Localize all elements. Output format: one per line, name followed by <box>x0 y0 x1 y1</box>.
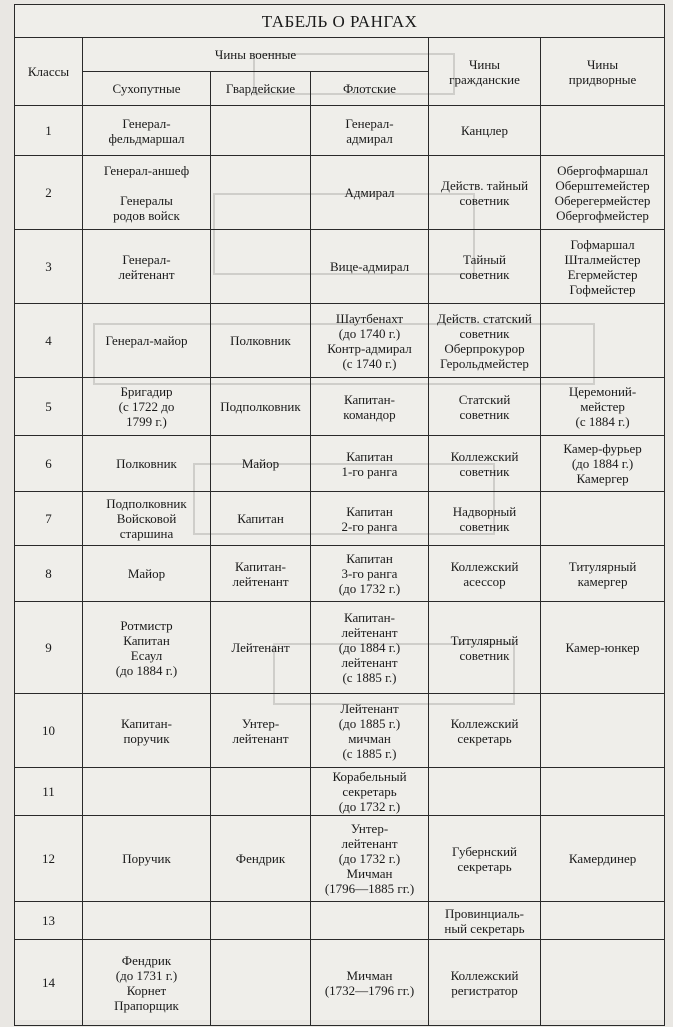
cell-court <box>541 902 665 940</box>
cell-cls: 1 <box>15 106 83 156</box>
cell-land: Майор <box>83 546 211 602</box>
cell-court: Камердинер <box>541 816 665 902</box>
header-civil: Чины гражданские <box>429 38 541 106</box>
cell-civil: Титулярный советник <box>429 602 541 694</box>
cell-guards: Лейтенант <box>211 602 311 694</box>
cell-navy: Капитан 3-го ранга (до 1732 г.) <box>311 546 429 602</box>
cell-navy: Капитан 1-го ранга <box>311 436 429 492</box>
cell-land: Капитан- поручик <box>83 694 211 768</box>
table-row <box>15 902 665 940</box>
cell-court: Камер-фурьер (до 1884 г.) Камергер <box>541 436 665 492</box>
cell-civil: Статский советник <box>429 378 541 436</box>
header-military: Чины военные <box>83 38 429 72</box>
cell-navy: Адмирал <box>311 156 429 230</box>
table-of-ranks <box>14 4 665 1026</box>
table-row <box>15 156 665 230</box>
cell-civil: Коллежский асессор <box>429 546 541 602</box>
cell-land: Поручик <box>83 816 211 902</box>
header-classes: Классы <box>15 38 83 106</box>
cell-guards <box>211 768 311 816</box>
header-guards: Гвардейские <box>211 72 311 106</box>
cell-civil: Провинциаль- ный секретарь <box>429 902 541 940</box>
cell-guards: Фендрик <box>211 816 311 902</box>
cell-navy: Корабельный секретарь (до 1732 г.) <box>311 768 429 816</box>
cell-navy: Лейтенант (до 1885 г.) мичман (с 1885 г.) <box>311 694 429 768</box>
table-body <box>15 106 665 1026</box>
cell-guards: Капитан <box>211 492 311 546</box>
cell-land: Полковник <box>83 436 211 492</box>
cell-cls: 13 <box>15 902 83 940</box>
cell-civil: Надворный советник <box>429 492 541 546</box>
cell-civil: Коллежский регистратор <box>429 940 541 1026</box>
cell-cls: 11 <box>15 768 83 816</box>
table-row <box>15 230 665 304</box>
cell-guards <box>211 902 311 940</box>
cell-land: Генерал- лейтенант <box>83 230 211 304</box>
cell-cls: 3 <box>15 230 83 304</box>
cell-guards: Подполковник <box>211 378 311 436</box>
cell-cls: 2 <box>15 156 83 230</box>
cell-land: Ротмистр Капитан Есаул (до 1884 г.) <box>83 602 211 694</box>
cell-court <box>541 106 665 156</box>
table-row <box>15 940 665 1026</box>
table-row <box>15 492 665 546</box>
cell-court <box>541 768 665 816</box>
cell-guards: Капитан- лейтенант <box>211 546 311 602</box>
cell-guards <box>211 230 311 304</box>
header-navy: Флотские <box>311 72 429 106</box>
cell-cls: 14 <box>15 940 83 1026</box>
cell-navy: Вице-адмирал <box>311 230 429 304</box>
cell-court: Обергофмаршал Оберштемейстер Оберегермейстер Обергофмейстер <box>541 156 665 230</box>
cell-cls: 12 <box>15 816 83 902</box>
cell-civil: Губернский секретарь <box>429 816 541 902</box>
cell-cls: 6 <box>15 436 83 492</box>
cell-navy <box>311 902 429 940</box>
cell-land: Генерал-аншеф Генералы родов войск <box>83 156 211 230</box>
document-page <box>14 4 664 1020</box>
cell-civil: Коллежский секретарь <box>429 694 541 768</box>
header-land: Сухопутные <box>83 72 211 106</box>
table-row <box>15 378 665 436</box>
cell-court <box>541 940 665 1026</box>
cell-land <box>83 768 211 816</box>
table-row <box>15 816 665 902</box>
cell-land: Генерал-майор <box>83 304 211 378</box>
cell-land: Фендрик (до 1731 г.) Корнет Прапорщик <box>83 940 211 1026</box>
cell-cls: 8 <box>15 546 83 602</box>
cell-civil: Канцлер <box>429 106 541 156</box>
table-row <box>15 768 665 816</box>
cell-court <box>541 304 665 378</box>
cell-guards: Майор <box>211 436 311 492</box>
cell-civil <box>429 768 541 816</box>
cell-navy: Мичман (1732—1796 гг.) <box>311 940 429 1026</box>
cell-navy: Унтер- лейтенант (до 1732 г.) Мичман (1796—1885 гг.) <box>311 816 429 902</box>
cell-guards <box>211 940 311 1026</box>
cell-navy: Капитан 2-го ранга <box>311 492 429 546</box>
cell-guards <box>211 106 311 156</box>
table-row <box>15 694 665 768</box>
cell-court <box>541 694 665 768</box>
cell-navy: Капитан- лейтенант (до 1884 г.) лейтенант (с 1885 г.) <box>311 602 429 694</box>
cell-court: Гофмаршал Шталмейстер Егермейстер Гофмейстер <box>541 230 665 304</box>
cell-guards: Полковник <box>211 304 311 378</box>
cell-civil: Коллежский советник <box>429 436 541 492</box>
cell-civil: Действ. статский советник Оберпрокурор Герольдмейстер <box>429 304 541 378</box>
table-row <box>15 436 665 492</box>
cell-court <box>541 492 665 546</box>
cell-cls: 10 <box>15 694 83 768</box>
header-court: Чины придворные <box>541 38 665 106</box>
table-row <box>15 106 665 156</box>
table-title: ТАБЕЛЬ О РАНГАХ <box>15 5 665 38</box>
cell-cls: 5 <box>15 378 83 436</box>
cell-land: Бригадир (с 1722 до 1799 г.) <box>83 378 211 436</box>
cell-navy: Шаутбенахт (до 1740 г.) Контр-адмирал (с 1740 г.) <box>311 304 429 378</box>
cell-guards <box>211 156 311 230</box>
cell-court: Титулярный камергер <box>541 546 665 602</box>
cell-civil: Действ. тайный советник <box>429 156 541 230</box>
cell-cls: 7 <box>15 492 83 546</box>
cell-land: Подполковник Войсковой старшина <box>83 492 211 546</box>
cell-guards: Унтер- лейтенант <box>211 694 311 768</box>
table-row <box>15 546 665 602</box>
table-row <box>15 602 665 694</box>
table-row <box>15 304 665 378</box>
cell-court: Церемоний- мейстер (с 1884 г.) <box>541 378 665 436</box>
cell-navy: Капитан- командор <box>311 378 429 436</box>
cell-land: Генерал- фельдмаршал <box>83 106 211 156</box>
cell-land <box>83 902 211 940</box>
cell-cls: 9 <box>15 602 83 694</box>
cell-civil: Тайный советник <box>429 230 541 304</box>
cell-cls: 4 <box>15 304 83 378</box>
cell-navy: Генерал- адмирал <box>311 106 429 156</box>
cell-court: Камер-юнкер <box>541 602 665 694</box>
